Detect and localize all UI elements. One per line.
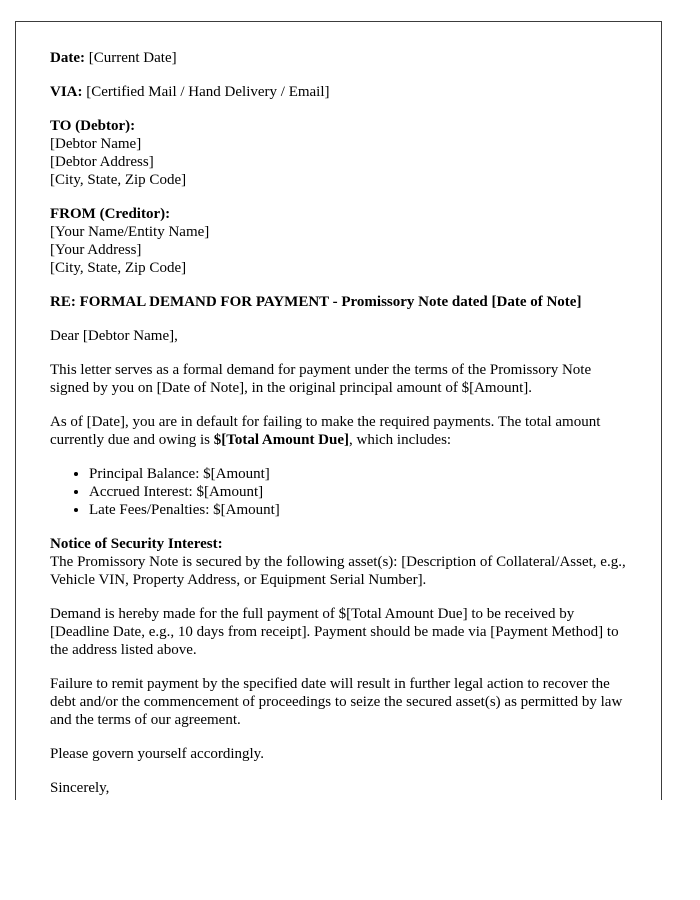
list-item-accrued-interest: • Accrued Interest: $[Amount] bbox=[89, 483, 633, 501]
creditor-address: [Your Address] bbox=[50, 242, 142, 258]
paragraph-demand: Demand is hereby made for the full payment of $[Total Amount Due] to be received by [Deadline Date, e.g., 10 days from receipt]. Payment should be made via [Payment Method] to the address listed above. bbox=[50, 606, 619, 658]
debtor-address: [Debtor Address] bbox=[50, 154, 154, 170]
re-subject-text: RE: FORMAL DEMAND FOR PAYMENT - Promissory Note dated [Date of Note] bbox=[50, 294, 582, 310]
date-value: [Current Date] bbox=[88, 50, 177, 66]
paragraph-default-post: , which includes: bbox=[349, 432, 452, 448]
date-label: Date: bbox=[50, 50, 85, 66]
list-item-principal-balance: • Principal Balance: $[Amount] bbox=[89, 465, 633, 483]
paragraph-default bbox=[50, 413, 633, 449]
from-creditor-block bbox=[50, 205, 633, 277]
from-heading: FROM (Creditor): bbox=[50, 206, 171, 222]
debtor-city-state-zip: [City, State, Zip Code] bbox=[50, 172, 187, 188]
list-item-late-fees: • Late Fees/Penalties: $[Amount] bbox=[89, 501, 633, 519]
paragraph-failure-warning: Failure to remit payment by the specified date will result in further legal action to recover the debt and/or the commencement of proceedings to seize the secured asset(s) as permitted by law and the terms of our agreement. bbox=[50, 676, 623, 728]
via-label: VIA: bbox=[50, 84, 83, 100]
re-subject-line bbox=[50, 293, 633, 311]
salutation: Dear [Debtor Name], bbox=[50, 328, 178, 344]
signoff: Sincerely, bbox=[50, 780, 110, 796]
total-amount-due: $[Total Amount Due] bbox=[213, 432, 350, 448]
paragraph-default-pre: As of [Date], you are in default for failing to make the required payments. The total amount currently due and owing is bbox=[50, 414, 601, 448]
security-interest-block bbox=[50, 535, 633, 589]
closing-line: Please govern yourself accordingly. bbox=[50, 746, 264, 762]
amount-breakdown-list bbox=[50, 465, 633, 519]
creditor-name: [Your Name/Entity Name] bbox=[50, 224, 210, 240]
date-line bbox=[50, 49, 633, 67]
paragraph-intro: This letter serves as a formal demand for payment under the terms of the Promissory Note signed by you on [Date of Note], in the original principal amount of $[Amount]. bbox=[50, 362, 592, 396]
via-value: [Certified Mail / Hand Delivery / Email] bbox=[86, 84, 330, 100]
debtor-name: [Debtor Name] bbox=[50, 136, 142, 152]
demand-letter-document bbox=[15, 21, 662, 800]
to-heading: TO (Debtor): bbox=[50, 118, 136, 134]
to-debtor-block bbox=[50, 117, 633, 189]
security-interest-heading: Notice of Security Interest: bbox=[50, 536, 223, 552]
creditor-city-state-zip: [City, State, Zip Code] bbox=[50, 260, 187, 276]
security-interest-body: The Promissory Note is secured by the following asset(s): [Description of Collateral/Asset, e.g., Vehicle VIN, Property Address, or Equipment Serial Number]. bbox=[50, 554, 626, 588]
via-line bbox=[50, 83, 633, 101]
